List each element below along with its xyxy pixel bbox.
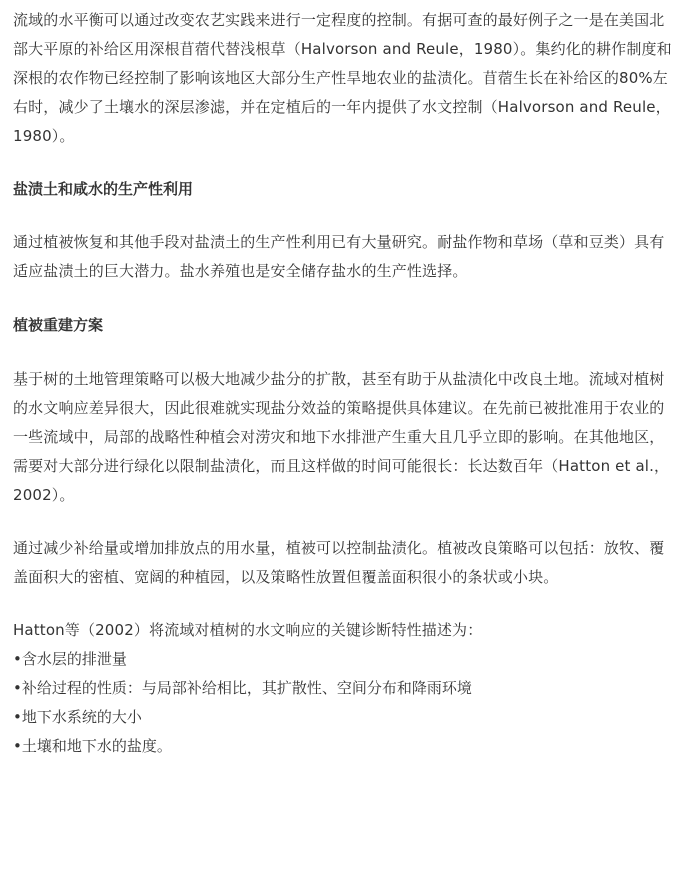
list-item: •补给过程的性质：与局部补给相比，其扩散性、空间分布和降雨环境 bbox=[13, 679, 472, 697]
paragraph-diagnostic-intro: Hatton等（2002）将流域对植树的水文响应的关键诊断特性描述为： bbox=[13, 621, 483, 639]
list-item: •地下水系统的大小 bbox=[13, 708, 142, 726]
section-heading-revegetation: 植被重建方案 bbox=[13, 316, 104, 334]
paragraph-tree-strategies: 基于树的土地管理策略可以极大地减少盐分的扩散，甚至有助于从盐渍化中改良土地。流域对植树的水文响应差异很大，因此很难就实现盐分效益的策略提供具体建议。在先前已被批准用于农业的一些流域中，局部的战略性种植会对涝灾和地下水排泄产生重大且几乎立即的影响。在其他地区，需要对大部分进行绿化以限制盐渍化，而且这样做的时间可能很长：长达数百年（Hatton et al.，2002）。 bbox=[13, 370, 670, 504]
paragraph-saline-soil-use: 通过植被恢复和其他手段对盐渍土的生产性利用已有大量研究。耐盐作物和草场（草和豆类）具有适应盐渍土的巨大潜力。盐水养殖也是安全储存盐水的生产性选择。 bbox=[13, 233, 665, 280]
paragraph-vegetation-control: 通过减少补给量或增加排放点的用水量，植被可以控制盐渍化。植被改良策略可以包括：放牧、覆盖面积大的密植、宽阔的种植园，以及策略性放置但覆盖面积很小的条状或小块。 bbox=[13, 539, 665, 586]
list-item: •含水层的排泄量 bbox=[13, 650, 127, 668]
list-item: •土壤和地下水的盐度。 bbox=[13, 737, 172, 755]
paragraph-water-balance: 流域的水平衡可以通过改变农艺实践来进行一定程度的控制。有据可查的最好例子之一是在美国北部大平原的补给区用深根苜蓿代替浅根草（Halvorson and Reule，1980）。集约化的耕作制度和深根的农作物已经控制了影响该地区大部分生产性旱地农业的盐渍化。苜蓿生长在补给区的80%左右时，减少了土壤水的深层渗滤，并在定植后的一年内提供了水文控制（Halvorson and Reule，1980）。 bbox=[13, 11, 672, 145]
section-heading-saline-soil-use: 盐渍土和咸水的生产性利用 bbox=[13, 180, 194, 198]
